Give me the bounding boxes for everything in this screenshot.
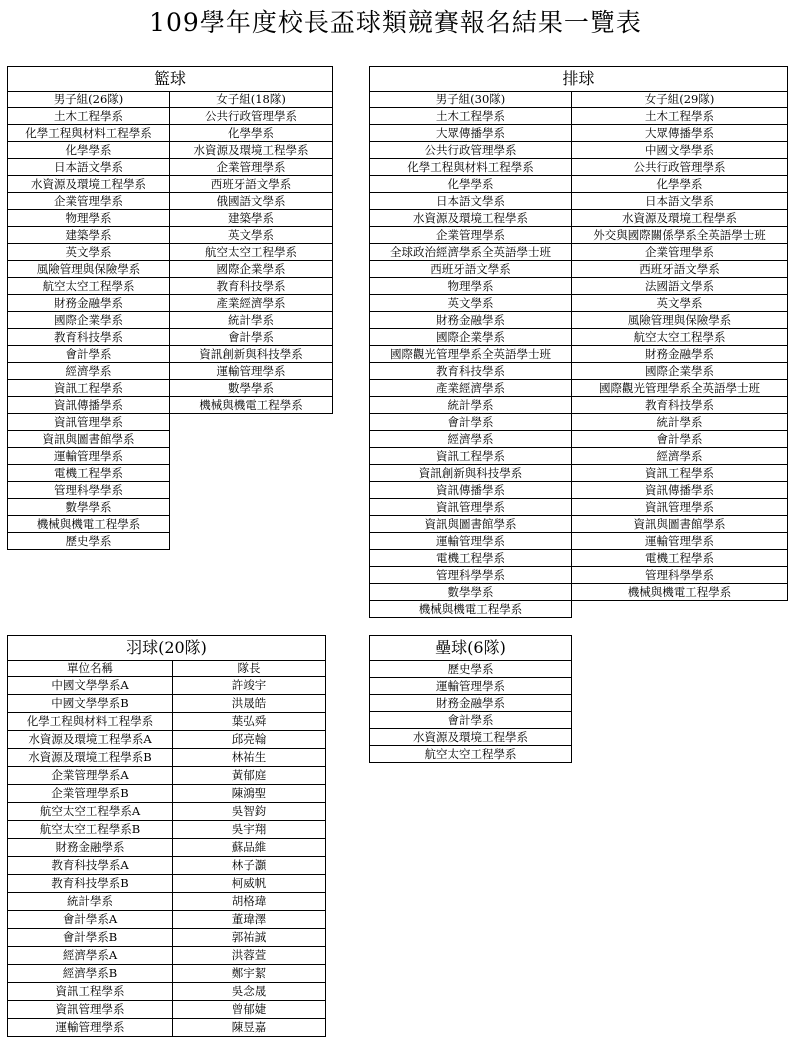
table-row [8, 785, 326, 803]
volleyball-men-team: 資訊創新與科技學系 [370, 465, 572, 482]
volleyball-women-team: 法國語文學系 [572, 278, 788, 295]
table-row [370, 193, 788, 210]
table-row [370, 414, 788, 431]
basketball-women-team: 公共行政管理學系 [170, 108, 333, 125]
table-row [370, 746, 572, 763]
badminton-unit: 會計學系A [8, 911, 173, 929]
table-row [8, 749, 326, 767]
table-row [8, 210, 333, 227]
basketball-men-team: 化學學系 [8, 142, 170, 159]
empty-cell [170, 431, 333, 448]
basketball-men-team: 資訊傳播學系 [8, 397, 170, 414]
volleyball-table [369, 66, 788, 618]
table-row [8, 465, 333, 482]
badminton-captain: 陳鴻聖 [173, 785, 326, 803]
table-row [370, 380, 788, 397]
basketball-men-team: 數學學系 [8, 499, 170, 516]
badminton-captain: 洪蓉萱 [173, 947, 326, 965]
basketball-men-team: 物理學系 [8, 210, 170, 227]
volleyball-men-team: 化學學系 [370, 176, 572, 193]
basketball-men-team: 資訊管理學系 [8, 414, 170, 431]
table-row [370, 397, 788, 414]
table-row [370, 448, 788, 465]
table-row [8, 482, 333, 499]
table-row [8, 1001, 326, 1019]
table-row [370, 346, 788, 363]
badminton-captain: 蘇品維 [173, 839, 326, 857]
basketball-women-team: 化學學系 [170, 125, 333, 142]
volleyball-women-team: 企業管理學系 [572, 244, 788, 261]
volleyball-men-team: 企業管理學系 [370, 227, 572, 244]
softball-team: 會計學系 [370, 712, 572, 729]
badminton-title: 羽球(20隊) [8, 636, 326, 661]
basketball-men-team: 建築學系 [8, 227, 170, 244]
badminton-captain: 許竣宇 [173, 677, 326, 695]
basketball-men-team: 企業管理學系 [8, 193, 170, 210]
volleyball-men-team: 資訊工程學系 [370, 448, 572, 465]
table-row [8, 159, 333, 176]
table-row [8, 857, 326, 875]
table-row [8, 227, 333, 244]
table-row [8, 767, 326, 785]
basketball-table [7, 66, 333, 550]
table-row [8, 244, 333, 261]
volleyball-women-team: 統計學系 [572, 414, 788, 431]
basketball-women-team: 運輸管理學系 [170, 363, 333, 380]
table-row [8, 1019, 326, 1037]
volleyball-men-team: 數學學系 [370, 584, 572, 601]
basketball-women-team: 資訊創新與科技學系 [170, 346, 333, 363]
table-row [8, 193, 333, 210]
table-row [8, 448, 333, 465]
badminton-captain: 董瑋澤 [173, 911, 326, 929]
volleyball-men-team: 資訊與圖書館學系 [370, 516, 572, 533]
volleyball-men-team: 財務金融學系 [370, 312, 572, 329]
volleyball-women-team: 資訊管理學系 [572, 499, 788, 516]
table-row [370, 261, 788, 278]
table-row [370, 295, 788, 312]
volleyball-women-team: 風險管理與保險學系 [572, 312, 788, 329]
badminton-unit: 水資源及環境工程學系B [8, 749, 173, 767]
table-row [370, 465, 788, 482]
table-row [370, 550, 788, 567]
table-row [8, 431, 333, 448]
table-row [370, 712, 572, 729]
softball-table [369, 635, 572, 763]
table-row [370, 142, 788, 159]
table-row [370, 159, 788, 176]
basketball-men-team: 運輸管理學系 [8, 448, 170, 465]
table-row [370, 278, 788, 295]
badminton-captain: 葉弘舜 [173, 713, 326, 731]
volleyball-women-team: 管理科學學系 [572, 567, 788, 584]
volleyball-women-team: 土木工程學系 [572, 108, 788, 125]
basketball-men-team: 機械與機電工程學系 [8, 516, 170, 533]
table-row [8, 983, 326, 1001]
table-row [8, 108, 333, 125]
volleyball-women-team: 英文學系 [572, 295, 788, 312]
badminton-captain: 胡格瑋 [173, 893, 326, 911]
badminton-unit: 中國文學學系B [8, 695, 173, 713]
basketball-women-team: 會計學系 [170, 329, 333, 346]
basketball-men-team: 電機工程學系 [8, 465, 170, 482]
volleyball-women-team: 教育科技學系 [572, 397, 788, 414]
badminton-table [7, 635, 326, 1037]
volleyball-men-team: 大眾傳播學系 [370, 125, 572, 142]
softball-team: 歷史學系 [370, 661, 572, 678]
volleyball-title: 排球 [370, 67, 788, 92]
table-row [8, 947, 326, 965]
table-row [370, 695, 572, 712]
table-row [8, 414, 333, 431]
empty-cell [170, 465, 333, 482]
volleyball-women-team: 電機工程學系 [572, 550, 788, 567]
badminton-captain: 吳智鈞 [173, 803, 326, 821]
basketball-men-header: 男子組(26隊) [8, 92, 170, 108]
table-row [370, 312, 788, 329]
volleyball-men-team: 英文學系 [370, 295, 572, 312]
volleyball-men-team: 教育科技學系 [370, 363, 572, 380]
empty-cell [170, 482, 333, 499]
basketball-women-team: 水資源及環境工程學系 [170, 142, 333, 159]
table-row [8, 929, 326, 947]
table-row [8, 380, 333, 397]
softball-team: 水資源及環境工程學系 [370, 729, 572, 746]
basketball-women-team: 俄國語文學系 [170, 193, 333, 210]
basketball-men-team: 管理科學學系 [8, 482, 170, 499]
basketball-men-team: 教育科技學系 [8, 329, 170, 346]
volleyball-men-team: 產業經濟學系 [370, 380, 572, 397]
volleyball-men-team: 公共行政管理學系 [370, 142, 572, 159]
volleyball-men-team: 管理科學學系 [370, 567, 572, 584]
table-row [370, 108, 788, 125]
basketball-men-team: 化學工程與材料工程學系 [8, 125, 170, 142]
volleyball-women-team: 日本語文學系 [572, 193, 788, 210]
volleyball-men-team: 水資源及環境工程學系 [370, 210, 572, 227]
badminton-unit: 經濟學系B [8, 965, 173, 983]
basketball-women-team: 西班牙語文學系 [170, 176, 333, 193]
table-row [8, 713, 326, 731]
table-row [8, 278, 333, 295]
basketball-men-team: 歷史學系 [8, 533, 170, 550]
table-row [370, 661, 572, 678]
badminton-captain: 邱亮翰 [173, 731, 326, 749]
badminton-captain: 陳昱嘉 [173, 1019, 326, 1037]
table-row [8, 176, 333, 193]
volleyball-men-team: 物理學系 [370, 278, 572, 295]
badminton-captain: 林子灝 [173, 857, 326, 875]
basketball-women-team: 國際企業學系 [170, 261, 333, 278]
table-row [8, 965, 326, 983]
table-row [370, 533, 788, 550]
basketball-men-team: 會計學系 [8, 346, 170, 363]
badminton-unit: 經濟學系A [8, 947, 173, 965]
badminton-unit: 運輸管理學系 [8, 1019, 173, 1037]
table-row [8, 516, 333, 533]
table-row [370, 499, 788, 516]
table-row [8, 695, 326, 713]
basketball-men-team: 風險管理與保險學系 [8, 261, 170, 278]
badminton-captain: 鄭宇絜 [173, 965, 326, 983]
badminton-captain: 洪晟皓 [173, 695, 326, 713]
table-row [8, 911, 326, 929]
badminton-captain: 郭祐誠 [173, 929, 326, 947]
table-row [370, 567, 788, 584]
basketball-women-team: 數學學系 [170, 380, 333, 397]
badminton-captain: 柯威帆 [173, 875, 326, 893]
basketball-women-team: 教育科技學系 [170, 278, 333, 295]
page-title: 109學年度校長盃球類競賽報名結果一覽表 [149, 8, 642, 37]
table-row [370, 678, 572, 695]
badminton-captain: 吳宇翔 [173, 821, 326, 839]
table-row [8, 803, 326, 821]
badminton-captain: 吳念晟 [173, 983, 326, 1001]
table-row [8, 125, 333, 142]
table-row [370, 125, 788, 142]
basketball-women-team: 建築學系 [170, 210, 333, 227]
volleyball-women-team: 經濟學系 [572, 448, 788, 465]
table-row [370, 516, 788, 533]
badminton-unit: 財務金融學系 [8, 839, 173, 857]
table-row [8, 329, 333, 346]
basketball-women-team: 企業管理學系 [170, 159, 333, 176]
badminton-unit: 統計學系 [8, 893, 173, 911]
badminton-unit: 企業管理學系B [8, 785, 173, 803]
volleyball-women-team: 運輸管理學系 [572, 533, 788, 550]
badminton-unit: 水資源及環境工程學系A [8, 731, 173, 749]
table-row [8, 261, 333, 278]
volleyball-men-team: 統計學系 [370, 397, 572, 414]
badminton-unit: 資訊工程學系 [8, 983, 173, 1001]
basketball-men-team: 資訊工程學系 [8, 380, 170, 397]
table-row [8, 875, 326, 893]
softball-team: 財務金融學系 [370, 695, 572, 712]
badminton-captain-header: 隊長 [173, 661, 326, 677]
badminton-unit: 會計學系B [8, 929, 173, 947]
table-row [8, 893, 326, 911]
basketball-women-team: 英文學系 [170, 227, 333, 244]
basketball-men-team: 水資源及環境工程學系 [8, 176, 170, 193]
badminton-unit: 化學工程與材料工程學系 [8, 713, 173, 731]
table-row [370, 431, 788, 448]
badminton-unit: 航空太空工程學系B [8, 821, 173, 839]
basketball-men-team: 資訊與圖書館學系 [8, 431, 170, 448]
basketball-title: 籃球 [8, 67, 333, 92]
table-row [370, 210, 788, 227]
badminton-captain: 林祐生 [173, 749, 326, 767]
table-row [8, 839, 326, 857]
empty-cell [170, 414, 333, 431]
volleyball-men-team: 全球政治經濟學系全英語學士班 [370, 244, 572, 261]
volleyball-women-team: 國際觀光管理學系全英語學士班 [572, 380, 788, 397]
volleyball-men-team: 西班牙語文學系 [370, 261, 572, 278]
table-row [8, 312, 333, 329]
badminton-unit: 資訊管理學系 [8, 1001, 173, 1019]
volleyball-women-team: 航空太空工程學系 [572, 329, 788, 346]
table-row [8, 731, 326, 749]
volleyball-men-header: 男子組(30隊) [370, 92, 572, 108]
volleyball-women-team: 西班牙語文學系 [572, 261, 788, 278]
volleyball-men-team: 日本語文學系 [370, 193, 572, 210]
volleyball-women-team: 公共行政管理學系 [572, 159, 788, 176]
softball-team: 航空太空工程學系 [370, 746, 572, 763]
table-row [370, 176, 788, 193]
badminton-captain: 黃郁庭 [173, 767, 326, 785]
table-row [370, 729, 572, 746]
volleyball-men-team: 機械與機電工程學系 [370, 601, 572, 618]
volleyball-women-team: 外交與國際關係學系全英語學士班 [572, 227, 788, 244]
basketball-men-team: 財務金融學系 [8, 295, 170, 312]
table-row [8, 295, 333, 312]
volleyball-women-team: 機械與機電工程學系 [572, 584, 788, 601]
table-row [370, 244, 788, 261]
volleyball-women-team: 化學學系 [572, 176, 788, 193]
basketball-women-team: 機械與機電工程學系 [170, 397, 333, 414]
table-row [8, 677, 326, 695]
volleyball-women-team: 資訊傳播學系 [572, 482, 788, 499]
volleyball-women-team: 大眾傳播學系 [572, 125, 788, 142]
badminton-unit: 中國文學學系A [8, 677, 173, 695]
empty-cell [170, 499, 333, 516]
table-row [370, 227, 788, 244]
table-row [370, 363, 788, 380]
softball-title: 壘球(6隊) [370, 636, 572, 661]
softball-team: 運輸管理學系 [370, 678, 572, 695]
volleyball-men-team: 土木工程學系 [370, 108, 572, 125]
basketball-men-team: 土木工程學系 [8, 108, 170, 125]
basketball-women-header: 女子組(18隊) [170, 92, 333, 108]
basketball-women-team: 產業經濟學系 [170, 295, 333, 312]
badminton-unit-header: 單位名稱 [8, 661, 173, 677]
basketball-men-team: 航空太空工程學系 [8, 278, 170, 295]
volleyball-men-team: 經濟學系 [370, 431, 572, 448]
basketball-men-team: 英文學系 [8, 244, 170, 261]
volleyball-women-header: 女子組(29隊) [572, 92, 788, 108]
volleyball-women-team: 資訊與圖書館學系 [572, 516, 788, 533]
basketball-men-team: 日本語文學系 [8, 159, 170, 176]
volleyball-men-team: 電機工程學系 [370, 550, 572, 567]
volleyball-men-team: 資訊管理學系 [370, 499, 572, 516]
basketball-men-team: 經濟學系 [8, 363, 170, 380]
volleyball-women-team: 水資源及環境工程學系 [572, 210, 788, 227]
volleyball-men-team: 化學工程與材料工程學系 [370, 159, 572, 176]
volleyball-women-team: 國際企業學系 [572, 363, 788, 380]
volleyball-men-team: 會計學系 [370, 414, 572, 431]
badminton-unit: 教育科技學系A [8, 857, 173, 875]
badminton-captain: 曾郁婕 [173, 1001, 326, 1019]
basketball-women-team: 統計學系 [170, 312, 333, 329]
table-row [8, 363, 333, 380]
table-row [370, 482, 788, 499]
badminton-unit: 教育科技學系B [8, 875, 173, 893]
table-row [8, 142, 333, 159]
basketball-men-team: 國際企業學系 [8, 312, 170, 329]
empty-cell [170, 448, 333, 465]
badminton-unit: 航空太空工程學系A [8, 803, 173, 821]
table-row [370, 584, 788, 601]
volleyball-men-team: 資訊傳播學系 [370, 482, 572, 499]
empty-cell [170, 516, 333, 533]
table-row [370, 601, 788, 618]
basketball-women-team: 航空太空工程學系 [170, 244, 333, 261]
empty-cell [170, 533, 333, 550]
volleyball-men-team: 國際觀光管理學系全英語學士班 [370, 346, 572, 363]
table-row [8, 397, 333, 414]
table-row [8, 499, 333, 516]
volleyball-women-team: 資訊工程學系 [572, 465, 788, 482]
volleyball-women-team: 財務金融學系 [572, 346, 788, 363]
table-row [8, 533, 333, 550]
volleyball-men-team: 國際企業學系 [370, 329, 572, 346]
volleyball-women-team: 會計學系 [572, 431, 788, 448]
volleyball-women-team: 中國文學學系 [572, 142, 788, 159]
table-row [8, 346, 333, 363]
table-row [370, 329, 788, 346]
empty-cell [572, 601, 788, 618]
badminton-unit: 企業管理學系A [8, 767, 173, 785]
table-row [8, 821, 326, 839]
volleyball-men-team: 運輸管理學系 [370, 533, 572, 550]
